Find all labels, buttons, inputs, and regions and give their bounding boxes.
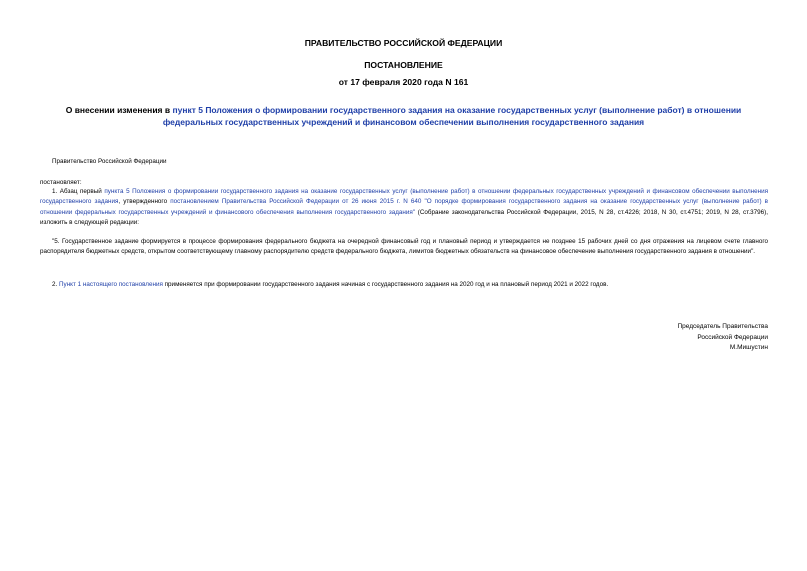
paragraph-1 (40, 187, 768, 228)
document-subject (40, 104, 767, 128)
government-heading: ПРАВИТЕЛЬСТВО РОССИЙСКОЙ ФЕДЕРАЦИИ (304, 38, 503, 48)
paragraph-2-suffix: применяется при формировании государственного задания начиная с государственного задания на 2020 год и на плановый период 2021 и 2022 годов. (162, 281, 609, 288)
subject-prefix: О внесении изменения в (65, 105, 173, 115)
signature-line-1: Председатель Правительства (677, 323, 768, 330)
subject-link[interactable]: пункт 5 Положения о формировании государственного задания на оказание государственных услуг (выполнение работ) в отношении федеральных государственных учреждений и финансовом обеспечении выполнения государственного задания (162, 105, 742, 127)
paragraph-1-suffix: (Собрание законодательства Российской Федерации, 2015, N 28, ст.4226; 2018, N 30, ст.4751; 2019, N 28, ст.3796), изложить в следующей редакции: (40, 208, 768, 226)
paragraph-1-link-regulation[interactable]: пункта 5 Положения о формировании государственного задания на оказание государственных услуг (выполнение работ) в отношении федеральных государственных учреждений и финансовом обеспечении выполнения государственного задания (40, 188, 768, 206)
document-date-number: от 17 февраля 2020 года N 161 (338, 77, 469, 87)
paragraph-2-link[interactable]: Пункт 1 настоящего постановления (59, 281, 163, 288)
document-type-heading: ПОСТАНОВЛЕНИЕ (364, 60, 443, 70)
paragraph-2 (40, 280, 768, 290)
paragraph-5-quote: "5. Государственное задание формируется в процессе формирования федерального бюджета на очередной финансовый год и плановый период и утверждается не позднее 15 рабочих дней со дня отражения на лицевом счете главного распорядителя бюджетных средств, открытом соответствующему главному распорядителю средств федерального бюджета, лимитов бюджетных обязательств на финансовое обеспечение выполнения государственного задания в отношении". (40, 238, 768, 256)
signature-block (568, 322, 768, 354)
paragraph-2-prefix: 2. (52, 281, 60, 288)
signature-line-2: Российской Федерации (697, 333, 768, 341)
paragraph-1-link-resolution[interactable]: постановлением Правительства Российской Федерации от 26 июня 2015 г. N 640 "О порядке формирования государственного задания на оказание государственных услуг (выполнение работ) в отношении федеральных государственных учреждений и финансового обеспечения выполнения государственного задания" (40, 198, 768, 216)
paragraph-1-mid: , утвержденного (118, 198, 171, 206)
paragraph-1-prefix: 1. Абзац первый (52, 188, 105, 195)
government-line: Правительство Российской Федерации (52, 158, 167, 165)
signature-name: М.Мишустин (729, 344, 768, 351)
decree-word: постановляет: (40, 179, 82, 186)
